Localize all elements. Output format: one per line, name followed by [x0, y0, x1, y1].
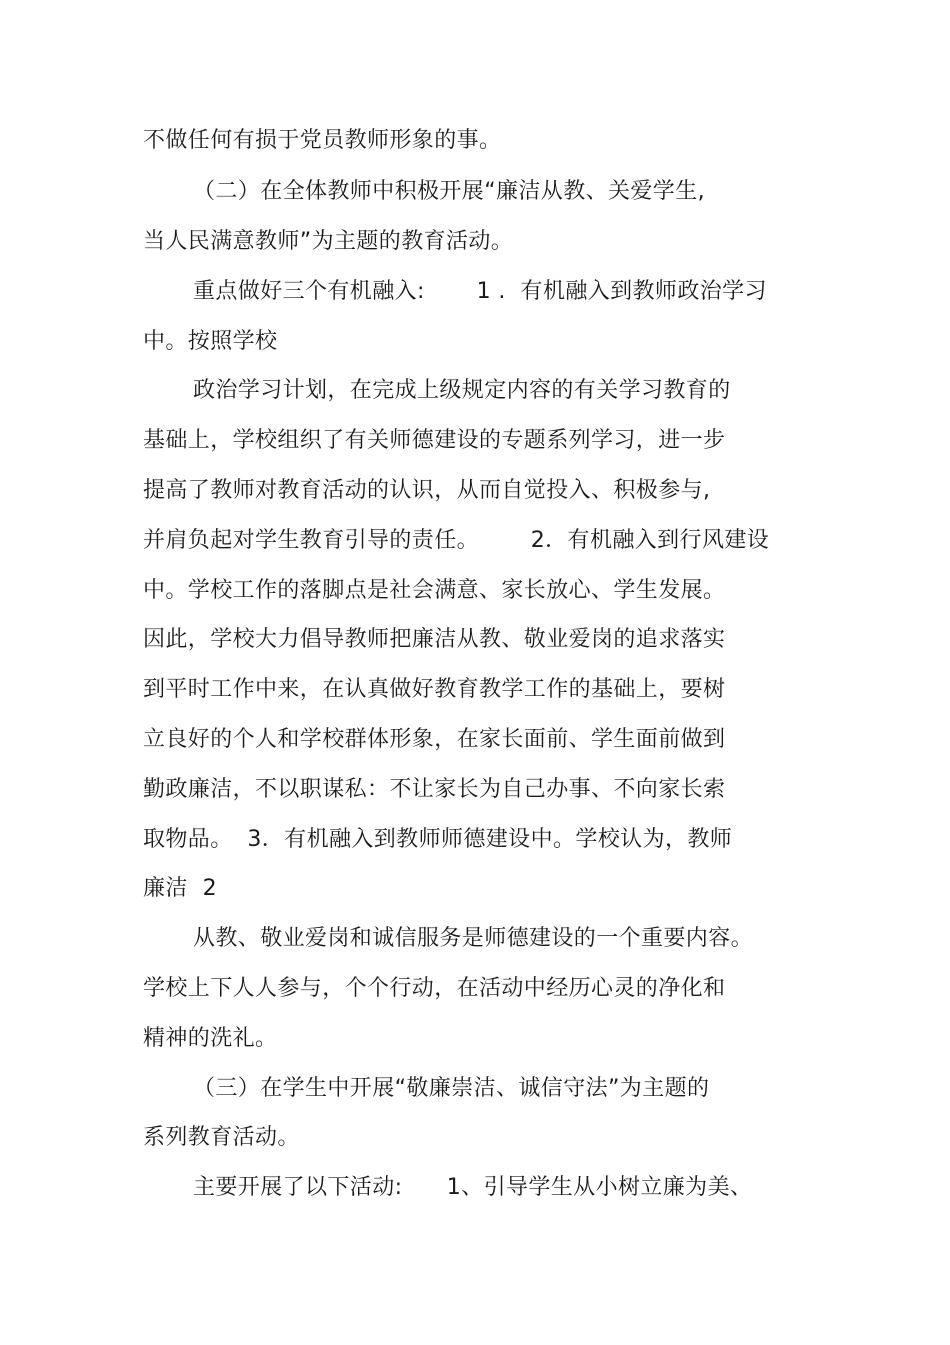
text-line: 并肩负起对学生教育引导的责任。 2．有机融入到行风建设	[143, 528, 770, 553]
text-line: 提高了教师对教育活动的认识，从而自觉投入、积极参与,	[143, 478, 711, 503]
text-line: 因此，学校大力倡导教师把廉洁从教、敬业爱岗的追求落实	[143, 627, 726, 652]
text-line: 主要开展了以下活动: 1、引导学生从小树立廉为美、	[193, 1175, 753, 1200]
text-line: 基础上，学校组织了有关师德建设的专题系列学习，进一步	[143, 428, 726, 453]
text-line: 从教、敬业爱岗和诚信服务是师德建设的一个重要内容。	[193, 926, 754, 951]
text-line: 到平时工作中来，在认真做好教育教学工作的基础上，要树	[143, 677, 726, 702]
text-line: 不做任何有损于党员教师形象的事。	[143, 128, 502, 153]
text-line: 廉洁 2	[143, 876, 217, 901]
text-line: 政治学习计划，在完成上级规定内容的有关学习教育的	[193, 378, 731, 403]
text-line: 重点做好三个有机融入: 1 . 有机融入到教师政治学习	[193, 279, 767, 304]
text-line: 学校上下人人参与，个个行动，在活动中经历心灵的净化和	[143, 976, 726, 1001]
text-line: 中。按照学校	[143, 329, 278, 354]
text-line: （二）在全体教师中积极开展“廉洁从教、关爱学生,	[193, 179, 705, 204]
text-line: 精神的洗礼。	[143, 1026, 278, 1051]
text-line: 勤政廉洁，不以职谋私：不让家长为自己办事、不向家长索	[143, 777, 726, 802]
text-line: 立良好的个人和学校群体形象，在家长面前、学生面前做到	[143, 727, 726, 752]
text-line: 取物品。 3．有机融入到教师师德建设中。学校认为，教师	[143, 827, 733, 852]
text-line: 当人民满意教师”为主题的教育活动。	[143, 229, 514, 254]
text-line: 中。学校工作的落脚点是社会满意、家长放心、学生发展。	[143, 578, 726, 603]
text-line: 系列教育活动。	[143, 1125, 300, 1150]
text-line: （三）在学生中开展“敬廉崇洁、诚信守法”为主题的	[193, 1076, 710, 1101]
